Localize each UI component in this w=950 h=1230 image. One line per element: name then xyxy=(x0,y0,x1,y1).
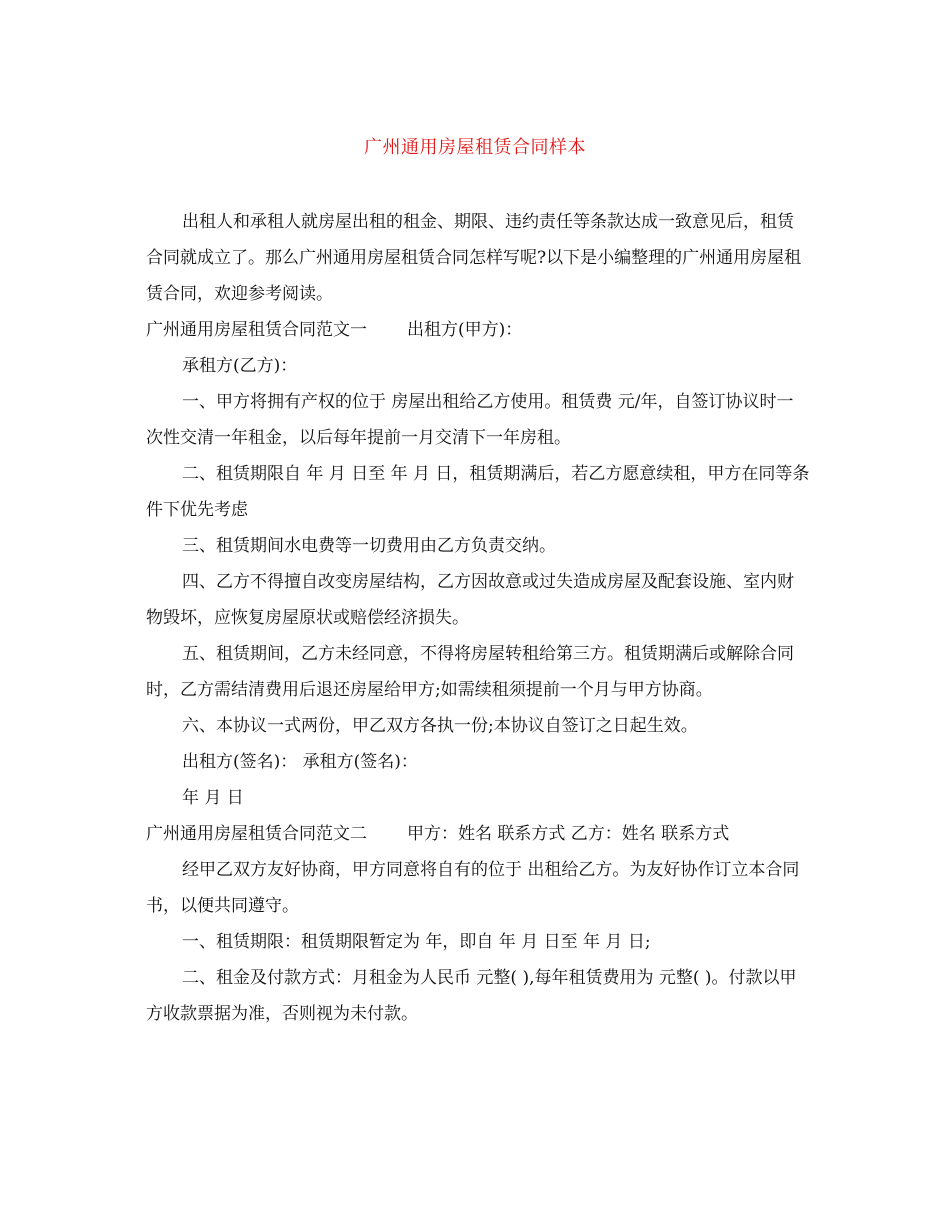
sample2-heading: 广州通用房屋租赁合同范文二 xyxy=(146,824,367,844)
sample1-lessor: 出租方(甲方)： xyxy=(407,320,523,340)
sample1-lessee: 承租方(乙方)： xyxy=(182,356,298,376)
document-body xyxy=(146,204,810,1032)
sample1-clause-5: 五、租赁期间，乙方未经同意，不得将房屋转租给第三方。租赁期满后或解除合同时，乙方需结清费用后退还房屋给甲方;如需续租须提前一个月与甲方协商。 xyxy=(146,644,794,700)
sample2-parties: 甲方：姓名 联系方式 乙方：姓名 联系方式 xyxy=(407,824,730,844)
sample1-date: 年 月 日 xyxy=(182,788,244,808)
document-title: 广州通用房屋租赁合同样本 xyxy=(364,137,586,158)
sample1-clause-4: 四、乙方不得擅自改变房屋结构，乙方因故意或过失造成房屋及配套设施、室内财物毁坏，应恢复房屋原状或赔偿经济损失。 xyxy=(146,572,794,628)
sample1-clause-6: 六、本协议一式两份，甲乙双方各执一份;本协议自签订之日起生效。 xyxy=(182,716,698,736)
sample1-heading-line xyxy=(146,312,810,348)
sample1-clause-2: 二、租赁期限自 年 月 日至 年 月 日，租赁期满后，若乙方愿意续租，甲方在同等条件下优先考虑 xyxy=(146,464,810,520)
sample1-signatures: 出租方(签名)： 承租方(签名)： xyxy=(182,752,418,772)
sample2-clause-1: 一、租赁期限：租赁期限暂定为 年，即自 年 月 日至 年 月 日; xyxy=(182,932,651,952)
sample1-clause-1: 一、甲方将拥有产权的位于 房屋出租给乙方使用。租赁费 元/年，自签订协议时一次性交清一年租金，以后每年提前一月交清下一年房租。 xyxy=(146,392,794,448)
sample2-heading-line xyxy=(146,816,810,852)
sample1-heading: 广州通用房屋租赁合同范文一 xyxy=(146,320,367,340)
sample2-clause-2: 二、租金及付款方式：月租金为人民币 元整( ),每年租赁费用为 元整( )。付款以甲方收款票据为准，否则视为未付款。 xyxy=(146,968,797,1024)
sample1-clause-3: 三、租赁期间水电费等一切费用由乙方负责交纳。 xyxy=(182,536,556,556)
sample2-intro: 经甲乙双方友好协商，甲方同意将自有的位于 出租给乙方。为友好协作订立本合同书，以便共同遵守。 xyxy=(146,860,800,916)
intro-paragraph: 出租人和承租人就房屋出租的租金、期限、违约责任等条款达成一致意见后，租赁合同就成立了。那么广州通用房屋租赁合同怎样写呢?以下是小编整理的广州通用房屋租赁合同，欢迎参考阅读。 xyxy=(146,212,802,304)
